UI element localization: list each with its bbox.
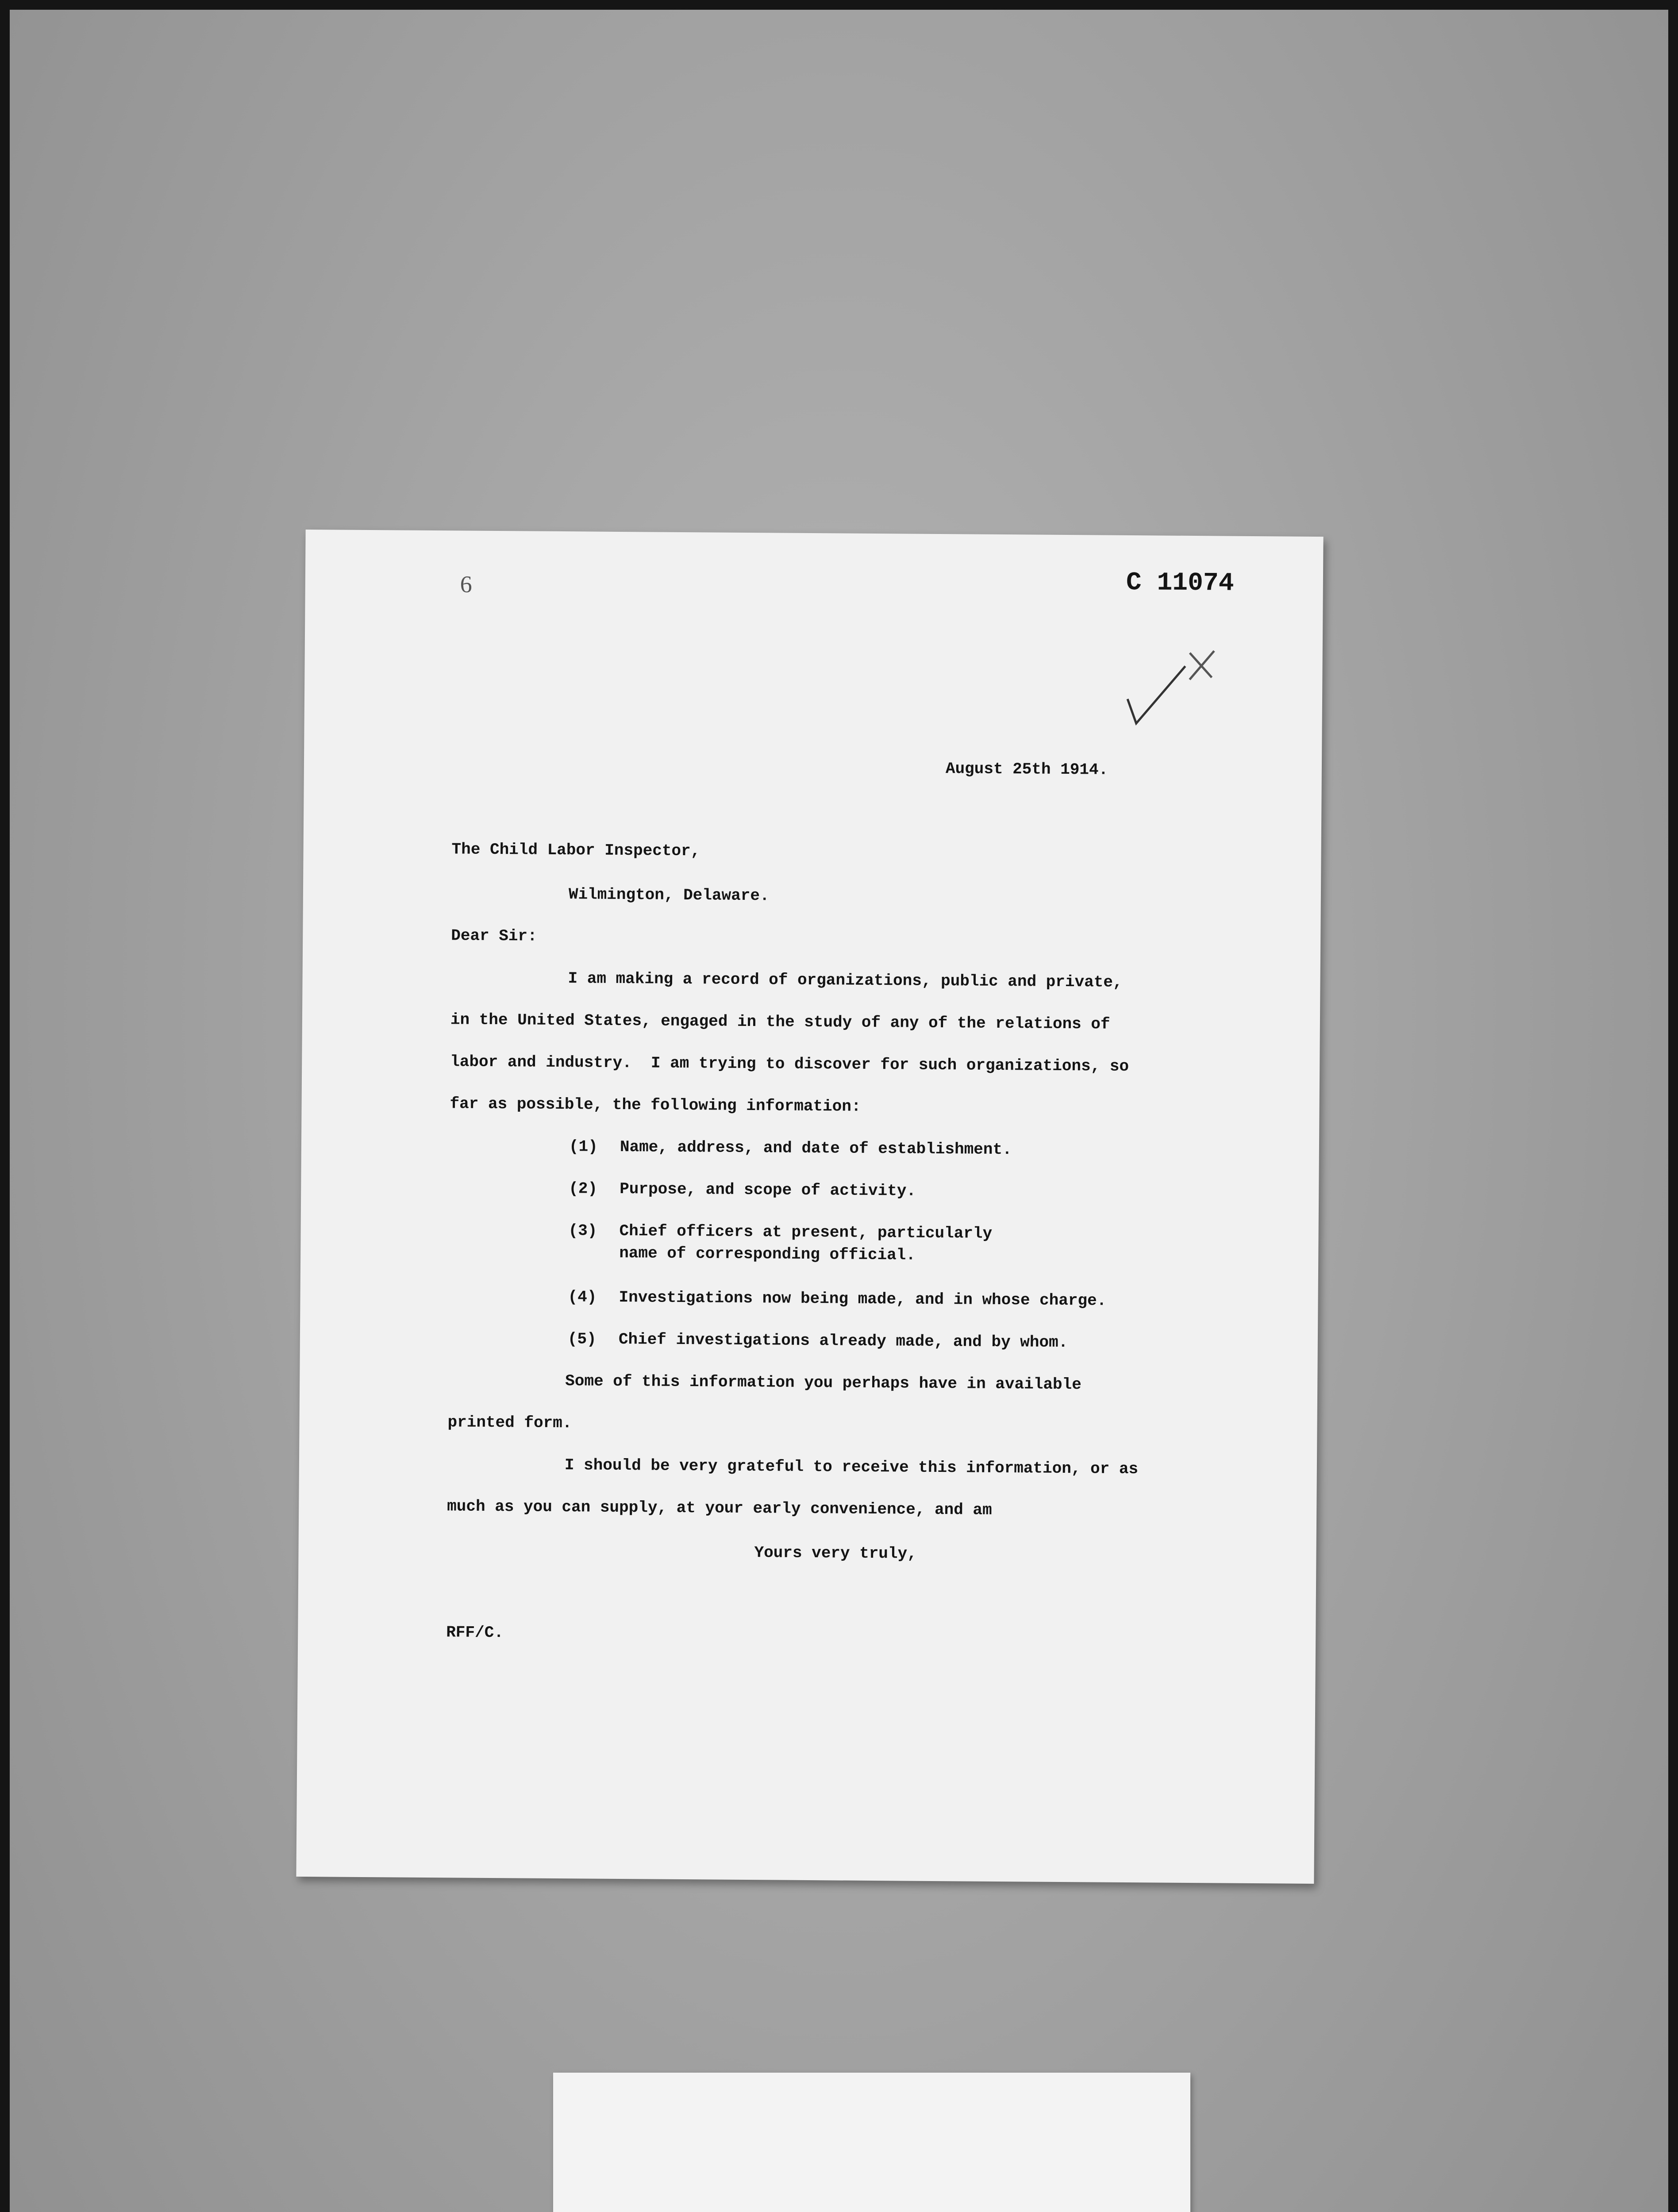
paragraph-1-line-3: labor and industry. I am trying to discover for such organizations, so [450, 1052, 1129, 1076]
list-item-text: Name, address, and date of establishment. [620, 1138, 1012, 1159]
list-item-number: (5) [567, 1330, 597, 1348]
list-item-text: name of corresponding official. [619, 1244, 916, 1264]
corner-mark: 6 [460, 571, 473, 598]
check-mark-icon [1123, 646, 1229, 735]
list-item-number: (1) [569, 1137, 598, 1156]
letter-sheet [296, 530, 1323, 1884]
list-item-number: (3) [568, 1221, 597, 1240]
list-item-text: Investigations now being made, and in whose charge. [619, 1288, 1107, 1310]
list-item-text: Chief officers at present, particularly [619, 1221, 993, 1243]
paragraph-3-line-2: much as you can supply, at your early convenience, and am [447, 1497, 992, 1519]
list-item-number: (4) [568, 1288, 597, 1306]
list-item-number: (2) [569, 1179, 598, 1198]
list-item-text: Purpose, and scope of activity. [620, 1179, 916, 1200]
paragraph-1-line-4: far as possible, the following information: [450, 1094, 861, 1116]
paragraph-2-line-2: printed form. [447, 1413, 572, 1432]
volume-label-card [553, 2073, 1190, 2212]
letter-date: August 25th 1914. [945, 760, 1108, 779]
reference-number: C 11074 [1126, 568, 1234, 598]
paragraph-1-line-1: I am making a record of organizations, public and private, [568, 969, 1123, 991]
typist-initials: RFF/C. [446, 1623, 504, 1642]
paragraph-3-line-1: I should be very grateful to receive this information, or as [564, 1456, 1139, 1479]
salutation: Dear Sir: [451, 926, 537, 945]
list-item-text: Chief investigations already made, and by whom. [618, 1330, 1068, 1352]
addressee-line-2: Wilmington, Delaware. [568, 885, 770, 905]
paragraph-2-line-1: Some of this information you perhaps have in available [565, 1372, 1081, 1394]
closing: Yours very truly, [754, 1544, 917, 1563]
paragraph-1-line-2: in the United States, engaged in the study of any of the relations of [450, 1010, 1110, 1033]
addressee-line-1: The Child Labor Inspector, [451, 840, 700, 860]
